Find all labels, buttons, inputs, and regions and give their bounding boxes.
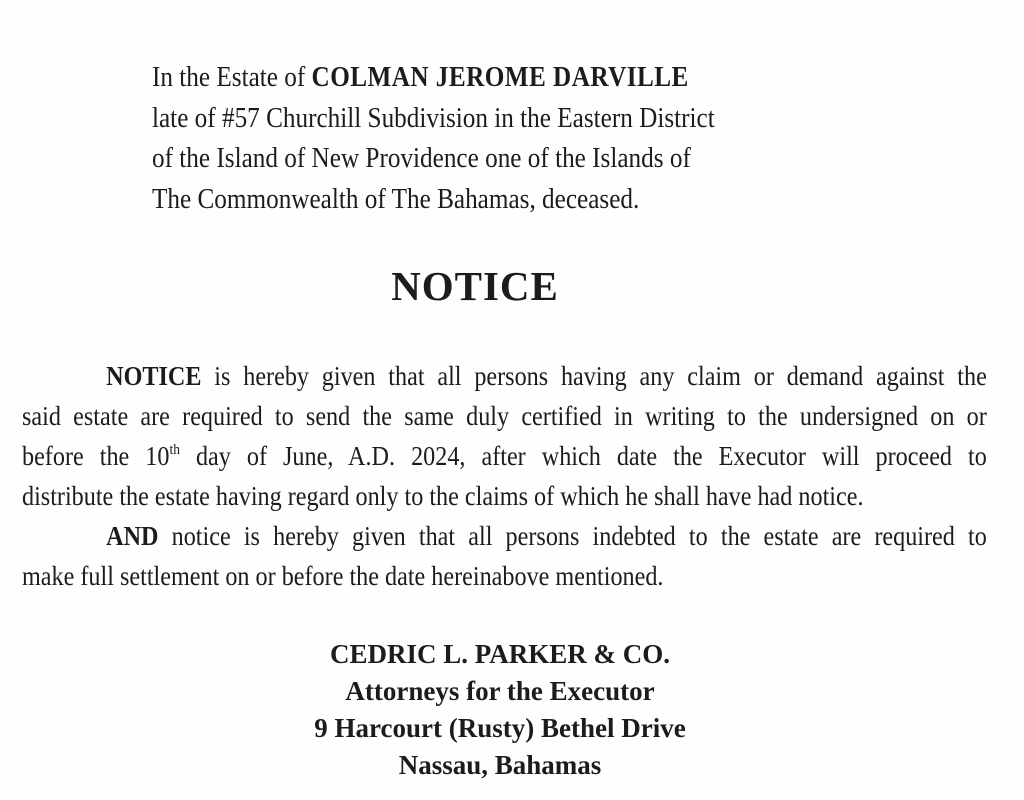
signature-block	[0, 636, 1000, 784]
estate-line-2: late of #57 Churchill Subdivision in the Eastern District	[152, 102, 715, 134]
estate-heading	[152, 58, 800, 220]
firm-street: 9 Harcourt (Rusty) Bethel Drive	[314, 713, 686, 743]
paragraph-1-line-1: NOTICE is hereby given that all persons having any claim or demand against the	[106, 361, 987, 391]
paragraph-2-line-1: AND notice is hereby given that all persons indebted to the estate are required to	[106, 521, 987, 551]
ordinal-suffix: th	[169, 442, 180, 458]
estate-line-1	[152, 58, 800, 99]
notice-title: NOTICE	[391, 263, 559, 309]
firm-city: Nassau, Bahamas	[398, 750, 602, 780]
paragraph-1-lead: NOTICE	[106, 361, 202, 391]
firm-role: Attorneys for the Executor	[345, 676, 655, 706]
paragraph-1-line-2: said estate are required to send the same duly certified in writing to the undersigned on or	[22, 401, 987, 431]
paragraph-2-lead: AND	[106, 521, 159, 551]
paragraph-1-line-3: before the 10th day of June, A.D. 2024, after which date the Executor will proceed to	[22, 441, 987, 471]
notice-body	[22, 356, 987, 596]
estate-line-3: of the Island of New Providence one of the Islands of	[152, 143, 691, 174]
firm-name: CEDRIC L. PARKER & CO.	[329, 639, 670, 669]
paragraph-2-line-2: make full settlement on or before the date hereinabove mentioned.	[22, 561, 664, 591]
deceased-name: COLMAN JEROME DARVILLE	[311, 62, 689, 93]
paragraph-1-line-4: distribute the estate having regard only to the claims of which he shall have had notice.	[22, 481, 864, 511]
estate-line-4: The Commonwealth of The Bahamas, deceased.	[152, 183, 640, 215]
estate-prefix: In the Estate of	[152, 62, 306, 93]
